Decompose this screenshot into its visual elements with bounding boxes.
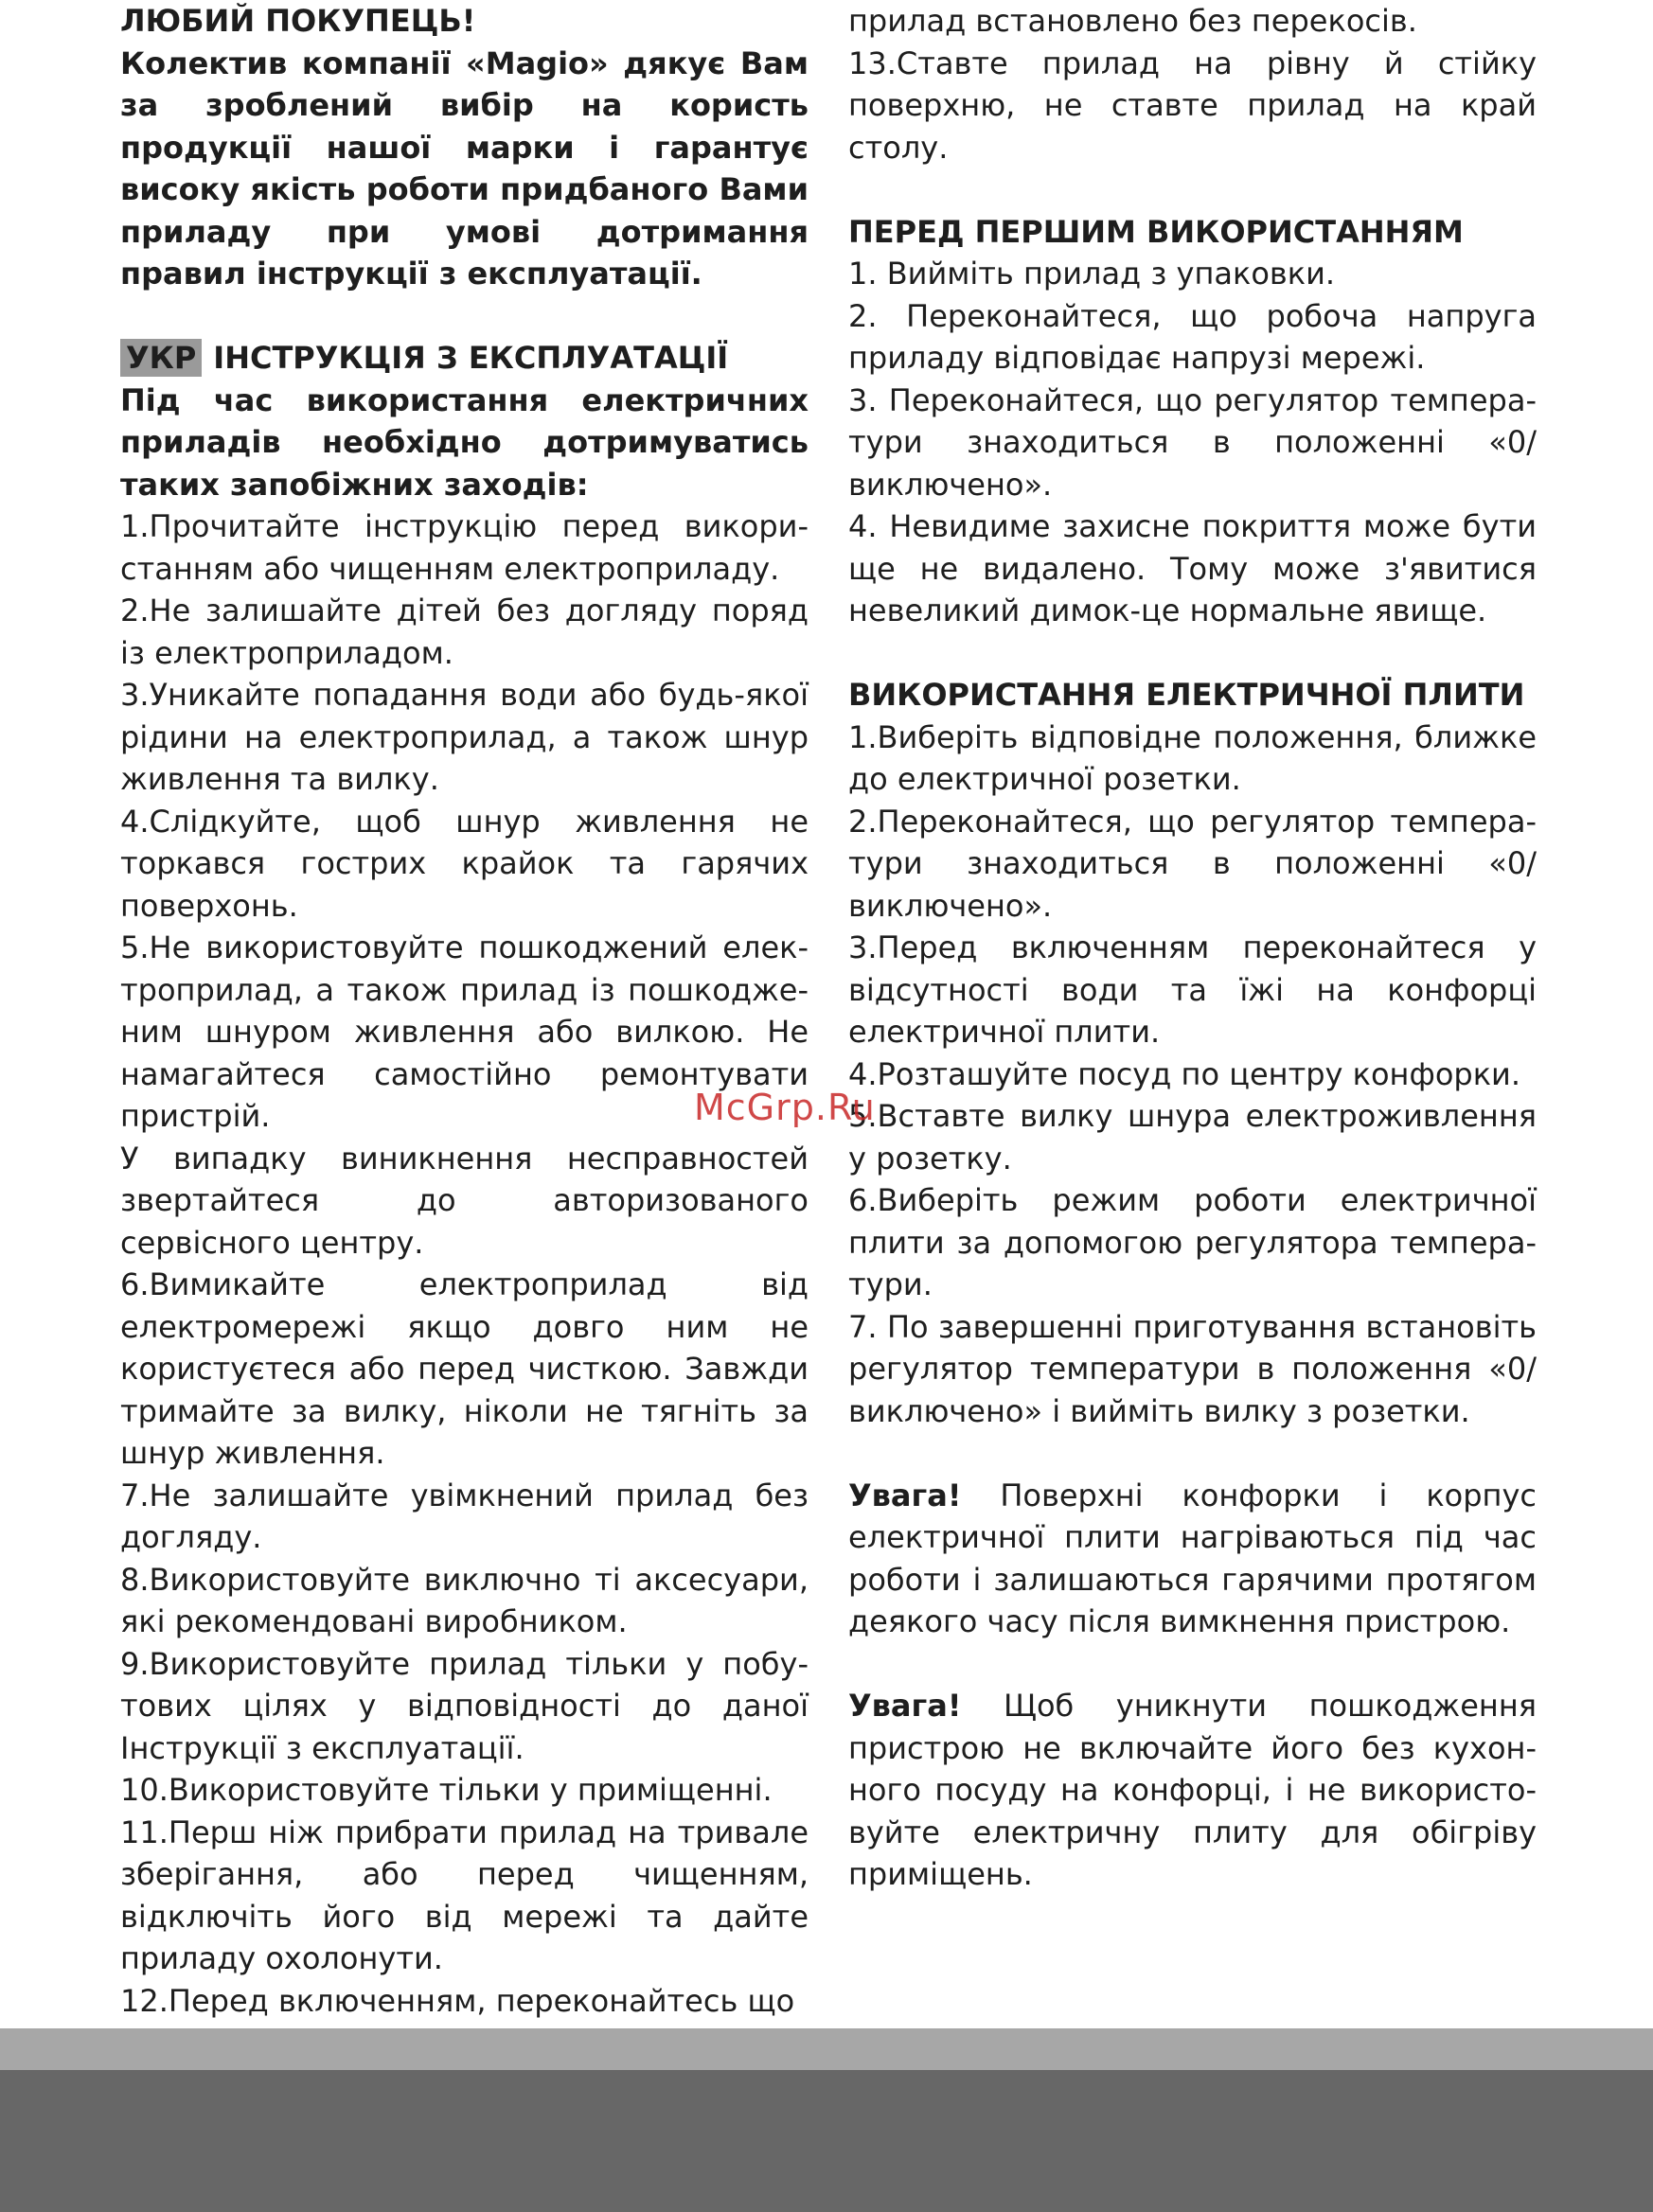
list-item: 6.Вимикайте електроприлад від електромережі якщо довго ним не користуєтеся або перед чисткою. Завжди тримайте за вилку, ніколи не тягніть за шнур живлення. [120, 1266, 809, 1471]
list-item: 12.Перед включенням, переконайтесь що [120, 1982, 795, 2019]
list-item: 2.Переконайтеся, що регулятор температури знаходиться в положенні «0/виключено». [848, 803, 1537, 924]
warning-paragraph [848, 1475, 1537, 1643]
warning-label: Увага! [848, 1688, 962, 1724]
list-item: 2.Не залишайте дітей без догляду поряд із електроприладом. [120, 593, 809, 671]
spacer [848, 1643, 1537, 1686]
list-item: 5.Не використовуйте пошкоджений електроприлад, а також прилад із пошкодженим шнуром живлення або вилкою. Не намагайтеся самостійно ремонтувати пристрій. [120, 929, 809, 1134]
list-item: 4.Слідкуйте, щоб шнур живлення не торкався гострих крайок та гарячих поверхонь. [120, 803, 809, 924]
footer-band-light [0, 2028, 1653, 2070]
spacer [120, 295, 809, 338]
list-item: 7.Не залишайте увімкнений прилад без догляду. [120, 1477, 809, 1555]
list-item: 10.Використовуйте тільки у приміщенні. [120, 1772, 773, 1808]
list-item: 6.Виберіть режим роботи електричної плити за допомогою регулятора температури. [848, 1182, 1537, 1302]
language-badge: УКР [120, 339, 202, 377]
intro-paragraph: Колектив компанії «Magio» дякує Вам за зроблений вибір на користь продукції нашої марки і гарантує високу якість роботи придбаного Вами приладу при умові дотримання правил інструкції з експлуатації. [120, 44, 809, 292]
right-column [848, 0, 1537, 1896]
warning-text: Поверхні конфорки і корпус електричної плити нагріваються під час роботи і залишаються гарячими протягом деякого часу після вимкнення пристрою. [848, 1477, 1537, 1639]
list-item: 1.Виберіть відповідне положення, ближке до електричної розетки. [848, 718, 1537, 797]
before-first-use-heading: ПЕРЕД ПЕРШИМ ВИКОРИСТАННЯМ [848, 213, 1464, 250]
list-item: У випадку виникнення несправностей звертайтеся до авторизованого сервісного центру. [120, 1140, 809, 1261]
list-item: 11.Перш ніж прибрати прилад на тривале зберігання, або перед чищенням, відключіть його від мережі та дайте приладу охолонути. [120, 1814, 809, 1976]
footer-band-dark [0, 2070, 1653, 2212]
list-item: 5.Вставте вилку шнура електроживлення у розетку. [848, 1098, 1537, 1177]
section-title: ІНСТРУКЦІЯ З ЕКСПЛУАТАЦІЇ [213, 340, 729, 376]
list-item: 7. По завершенні приготування встановіть регулятор температури в положення «0/виключено» і вийміть вилку з розетки. [848, 1308, 1537, 1429]
spacer [848, 168, 1537, 211]
using-stove-heading: ВИКОРИСТАННЯ ЕЛЕКТРИЧНОЇ ПЛИТИ [848, 677, 1525, 713]
list-item: 3.Перед включенням переконайтеся у відсутності води та їжі на конфорці електричної плити. [848, 929, 1537, 1050]
spacer [848, 632, 1537, 675]
list-item: 1. Вийміть прилад з упаковки. [848, 256, 1336, 292]
left-column [120, 0, 809, 2022]
warning-paragraph [848, 1685, 1537, 1896]
list-item: 9.Використовуйте прилад тільки у побутових цілях у відповідності до даної Інструкції з експлуатації. [120, 1645, 809, 1766]
list-item: 4.Розташуйте посуд по центру конфорки. [848, 1055, 1521, 1092]
spacer [848, 1432, 1537, 1475]
list-item: прилад встановлено без перекосів. [848, 3, 1417, 39]
list-item: 8.Використовуйте виключно ті аксесуари, які рекомендовані виробником. [120, 1561, 809, 1639]
warning-label: Увага! [848, 1477, 962, 1513]
greeting-heading: ЛЮБИЙ ПОКУПЕЦЬ! [120, 3, 476, 39]
list-item: 13.Ставте прилад на рівну й стійку поверхню, не ставте прилад на край столу. [848, 44, 1537, 166]
warning-text: Щоб уникнути пошкодження пристрою не включайте його без кухонного посуду на конфорці, і не використовуйте електричну плиту для обігріву приміщень. [848, 1688, 1537, 1892]
section-heading [120, 337, 809, 380]
list-item: 2. Переконайтеся, що робоча напруга приладу відповідає напрузі мережі. [848, 297, 1537, 376]
list-item: 4. Невидиме захисне покриття може бути ще не видалено. Тому може з'явитися невеликий димок-це нормальне явище. [848, 508, 1537, 628]
watermark: McGrp.Ru [694, 1087, 876, 1128]
list-item: 3.Уникайте попадання води або будь-якої рідини на електроприлад, а також шнур живлення та вилку. [120, 677, 809, 797]
list-item: 1.Прочитайте інструкцію перед використанням або чищенням електроприладу. [120, 508, 809, 587]
safety-intro: Під час використання електричних приладів необхідно дотримуватись таких запобіжних заходів: [120, 381, 809, 503]
list-item: 3. Переконайтеся, що регулятор температури знаходиться в положенні «0/виключено». [848, 381, 1537, 503]
